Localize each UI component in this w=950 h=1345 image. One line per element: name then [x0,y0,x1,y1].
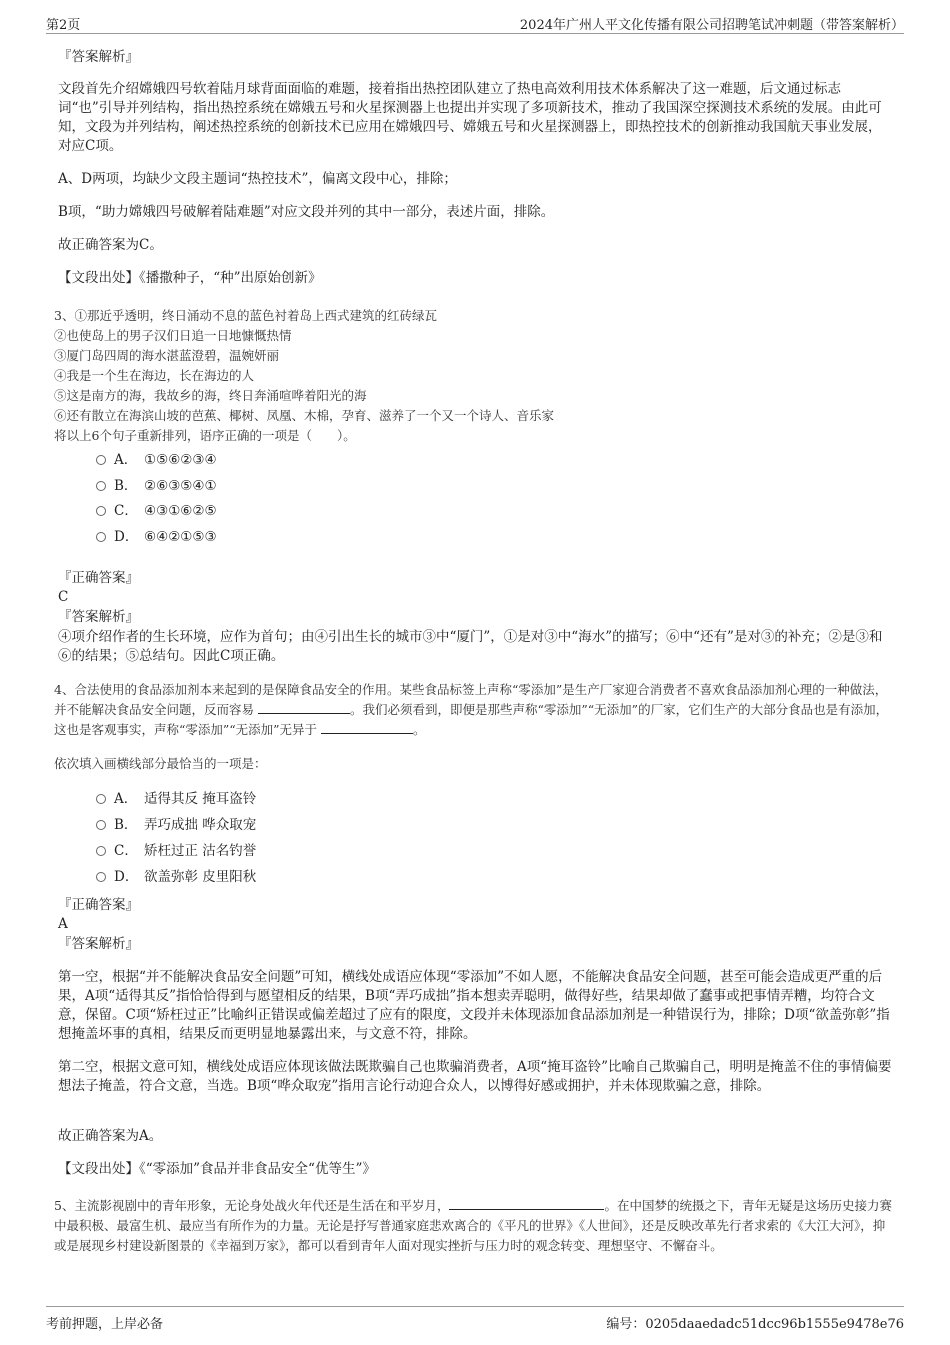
radio-icon[interactable] [96,481,106,491]
q3-line-3: ③厦门岛四周的海水湛蓝澄碧，温婉妍丽 [54,348,280,363]
page-number: 第2页 [46,18,81,33]
q4-analysis-p1: 第一空，根据“并不能解决食品安全问题”可知，横线处成语应体现“零添加”不如人愿，不能解决食品安全问题，甚至可能会造成更严重的后果，A项“适得其反”指恰恰得到与愿望相反的结果，B项“弄巧成拙”指本想卖弄聪明，做得好些，结果却做了蠢事或把事情弄糟，均符合文意，保留。C项“矫枉过正”比喻纠正错误或偏差超过了应有的限度，文段并未体现添加食品添加剂是一种错误行为，排除；D项“欲盖弥彰”指想掩盖坏事的真相，结果反而更明显地暴露出来，与文意不符，排除。 [58,969,890,1042]
option-letter: D． [114,529,139,545]
q3-analysis-label: 『答案解析』 [58,609,139,625]
q3-option-d[interactable] [96,527,217,547]
q4-stem [54,680,896,740]
q4-blank-2 [321,720,413,734]
q2-source: 【文段出处】《播撒种子，“种”出原始创新》 [58,270,322,286]
q5-stem [54,1196,896,1256]
option-text: 矫枉过正 沽名钓誉 [144,843,257,859]
q3-line-2: ②也使岛上的男子汉们日追一日地慷慨热情 [54,328,292,343]
option-text: 适得其反 掩耳盗铃 [144,791,257,807]
radio-icon[interactable] [96,506,106,516]
q4-stem-part-2: 。我们必须看到，即便是那些声称“零添加”“无添加”的厂家，它们生产的大部分食品也是有添加，这也是客观事实，声称“零添加”“无添加”无异于 [54,702,889,737]
q4-stem-part-1: 4、合法使用的食品添加剂本来起到的是保障食品安全的作用。某些食品标签上声称“零添加”是生产厂家迎合消费者不喜欢食品添加剂心理的一种做法，并不能解决食品安全问题，反而容易 [54,682,888,717]
option-text: ⑥④②①⑤③ [144,529,217,545]
radio-icon[interactable] [96,872,106,882]
option-letter: C． [114,503,138,519]
option-letter: A． [114,791,138,807]
option-text: ①⑤⑥②③④ [144,452,217,468]
q3-answer: C [58,589,69,605]
q3-line-1: 3、①那近乎透明，终日涌动不息的蓝色衬着岛上西式建筑的红砖绿瓦 [54,308,437,323]
q5-stem-part-1: 5、主流影视剧中的青年形象，无论身处战火年代还是生活在和平岁月， [54,1198,450,1213]
q3-line-6: ⑥还有散立在海滨山坡的芭蕉、椰树、凤凰、木棉，孕育、滋养了一个又一个诗人、音乐家 [54,408,555,423]
q4-prompt: 依次填入画横线部分最恰当的一项是： [54,756,267,771]
q3-answer-label: 『正确答案』 [58,570,139,586]
option-text: ④③①⑥②⑤ [144,503,217,519]
q4-analysis-label: 『答案解析』 [58,936,139,952]
radio-icon[interactable] [96,820,106,830]
q2-analysis-p1: 文段首先介绍嫦娥四号软着陆月球背面面临的难题，接着指出热控团队建立了热电高效利用技术体系解决了这一难题，后文通过标志词“也”引导并列结构，指出热控系统在嫦娥五号和火星探测器上也提出并实现了多项新技术，推动了我国深空探测技术系统的发展。由此可知，文段为并列结构，阐述热控系统的创新技术已应用在嫦娥四号、嫦娥五号和火星探测器上，即热控技术的创新推动我国航天事业发展，对应C项。 [58,81,882,154]
q4-option-d[interactable] [96,867,256,887]
q3-option-b[interactable] [96,476,217,496]
q4-blank-1 [258,700,350,714]
q3-option-a[interactable] [96,450,217,470]
q2-analysis-label: 『答案解析』 [58,49,139,65]
q4-source: 【文段出处】《“零添加”食品并非食品安全“优等生”》 [58,1161,376,1177]
radio-icon[interactable] [96,846,106,856]
radio-icon[interactable] [96,455,106,465]
q2-conclusion: 故正确答案为C。 [58,237,163,253]
q3-prompt: 将以上6个句子重新排列，语序正确的一项是（ ）。 [54,428,356,443]
option-text: 欲盖弥彰 皮里阳秋 [144,869,257,885]
radio-icon[interactable] [96,532,106,542]
option-letter: C． [114,843,138,859]
page-footer [46,1306,904,1332]
q5-stem-part-2: 。在中国梦的统摄之下，青年无疑是这场历史接力赛中最积极、最富生机、最应当有所作为的力量。无论是抒写普通家庭悲欢离合的《平凡的世界》《人世间》，还是反映改革先行者求索的《大江大河》，抑或是展现乡村建设新图景的《幸福到万家》，都可以看到青年人面对现实挫折与压力时的观念转变、理想坚守、不懈奋斗。 [54,1198,892,1253]
q4-stem-part-3: 。 [413,722,426,737]
q4-option-a[interactable] [96,789,256,809]
footer-slogan: 考前押题，上岸必备 [46,1317,164,1332]
q3-line-5: ⑤这是南方的海，我故乡的海，终日奔涌喧哗着阳光的海 [54,388,367,403]
q4-answer-label: 『正确答案』 [58,897,139,913]
q4-option-c[interactable] [96,841,256,861]
q3-line-4: ④我是一个生在海边，长在海边的人 [54,368,255,383]
option-letter: B． [114,478,138,494]
option-text: ②⑥③⑤④① [144,478,217,494]
q3-option-c[interactable] [96,501,217,521]
page-header [46,12,904,34]
q3-analysis: ④项介绍作者的生长环境，应作为首句；由④引出生长的城市③中“厦门”，①是对③中“海水”的描写；⑥中“还有”是对③的补充；②是③和⑥的结果；⑤总结句。因此C项正确。 [58,629,883,664]
option-letter: D． [114,869,139,885]
option-letter: B． [114,817,138,833]
document-title: 2024年广州人平文化传播有限公司招聘笔试冲刺题（带答案解析） [519,18,904,33]
q4-option-b[interactable] [96,815,256,835]
option-letter: A． [114,452,138,468]
q5-blank [449,1196,604,1210]
q2-analysis-p2: A、D两项，均缺少文段主题词“热控技术”，偏离文段中心，排除； [58,171,457,187]
document-code: 编号：0205daaedadc51dcc96b1555e9478e76 [606,1317,904,1332]
q4-analysis-p2: 第二空，根据文意可知，横线处成语应体现该做法既欺骗自己也欺骗消费者，A项“掩耳盗铃”比喻自己欺骗自己，明明是掩盖不住的事情偏要想法子掩盖，符合文意，当选。B项“哗众取宠”指用言论行动迎合众人，以博得好感或拥护，并未体现欺骗之意，排除。 [58,1059,892,1094]
option-text: 弄巧成拙 哗众取宠 [144,817,257,833]
q4-answer: A [58,916,68,932]
q2-analysis-p3: B项，“助力嫦娥四号破解着陆难题”对应文段并列的其中一部分，表述片面，排除。 [58,204,555,220]
q4-conclusion: 故正确答案为A。 [58,1128,163,1144]
radio-icon[interactable] [96,794,106,804]
